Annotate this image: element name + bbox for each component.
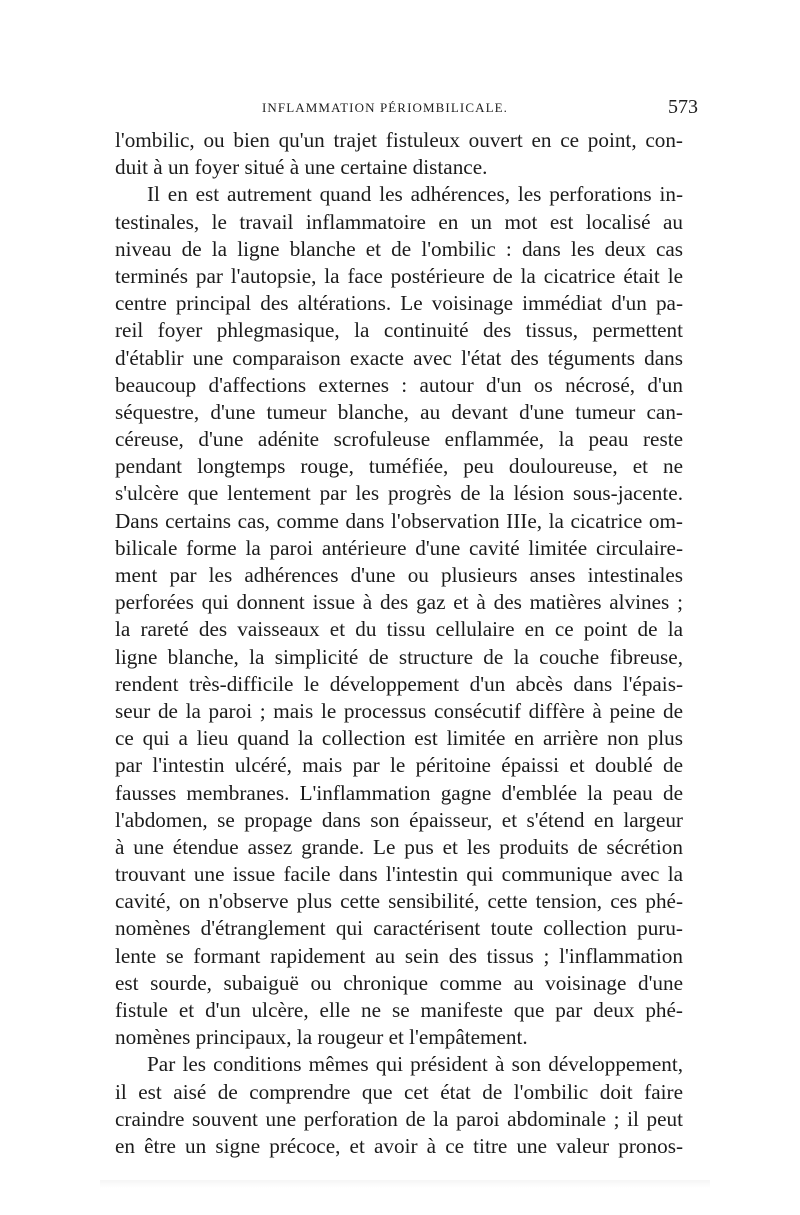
text-line: testinales, le travail inflammatoire en un mot est localisé au xyxy=(115,209,683,234)
text-line: l'abdomen, se propage dans son épaisseur, et s'étend en largeur xyxy=(115,807,683,832)
page-header xyxy=(114,96,698,122)
text-line: fausses membranes. L'inflammation gagne d'emblée la peau de xyxy=(115,780,683,805)
text-line: perforées qui donnent issue à des gaz et à des matières alvines ; xyxy=(115,590,683,615)
text-line: ment par les adhérences d'une ou plusieurs anses intestinales xyxy=(115,563,683,587)
text-line: seur de la paroi ; mais le processus consécutif diffère à peine de xyxy=(115,698,683,723)
text-line: craindre souvent une perforation de la paroi abdominale ; il peut xyxy=(115,1106,683,1131)
text-line: il est aisé de comprendre que cet état de l'ombilic doit faire xyxy=(115,1079,683,1104)
scan-shadow xyxy=(100,1180,710,1188)
text-line: céreuse, d'une adénite scrofuleuse enflammée, la peau reste xyxy=(115,427,683,452)
text-line: par l'intestin ulcéré, mais par le péritoine épaissi et doublé de xyxy=(115,753,683,778)
text-line: s'ulcère que lentement par les progrès de la lésion sous-jacente. xyxy=(115,481,683,506)
text-line: centre principal des altérations. Le voisinage immédiat d'un pa- xyxy=(115,291,683,316)
text-line: ligne blanche, la simplicité de structure de la couche fibreuse, xyxy=(115,644,683,669)
text-line: beaucoup d'affections externes : autour d'un os nécrosé, d'un xyxy=(115,372,683,397)
text-line: reil foyer phlegmasique, la continuité des tissus, permettent xyxy=(115,318,683,343)
text-line: à une étendue assez grande. Le pus et les produits de sécrétion xyxy=(115,834,683,859)
text-line: en être un signe précoce, et avoir à ce titre une valeur pronos- xyxy=(115,1133,683,1158)
text-line: lente se formant rapidement au sein des tissus ; l'inflammation xyxy=(115,943,683,968)
text-line: nomènes principaux, la rougeur et l'empâtement. xyxy=(115,1025,528,1050)
text-line: d'établir une comparaison exacte avec l'état des téguments dans xyxy=(115,345,683,370)
paragraph-start-line: Par les conditions mêmes qui président à son développement, xyxy=(147,1052,683,1077)
text-line: ce qui a lieu quand la collection est limitée en arrière non plus xyxy=(115,726,683,751)
running-head: INFLAMMATION PÉRIOMBILICALE. xyxy=(262,100,509,115)
text-line: cavité, on n'observe plus cette sensibilité, cette tension, ces phé- xyxy=(115,889,683,914)
text-line: bilicale forme la paroi antérieure d'une cavité limitée circulaire- xyxy=(115,535,683,560)
text-line: la rareté des vaisseaux et du tissu cellulaire en ce point de la xyxy=(115,617,683,642)
text-line: séquestre, d'une tumeur blanche, au devant d'une tumeur can- xyxy=(115,399,683,424)
text-line: duit à un foyer situé à une certaine distance. xyxy=(115,155,488,180)
page-number: 573 xyxy=(668,96,698,118)
text-line: trouvant une issue facile dans l'intestin qui communique avec la xyxy=(115,862,683,887)
text-line: terminés par l'autopsie, la face postérieure de la cicatrice était le xyxy=(115,263,683,288)
text-line: rendent très-difficile le développement d'un abcès dans l'épais- xyxy=(115,671,683,696)
text-line: niveau de la ligne blanche et de l'ombilic : dans les deux cas xyxy=(115,236,683,261)
text-line: fistule et d'un ulcère, elle ne se manifeste que par deux phé- xyxy=(115,998,683,1022)
paragraph-start-line: Il en est autrement quand les adhérences, les perforations in- xyxy=(147,182,683,207)
text-line: pendant longtemps rouge, tuméfiée, peu douloureuse, et ne xyxy=(115,454,683,479)
text-line: l'ombilic, ou bien qu'un trajet fistuleux ouvert en ce point, con- xyxy=(115,128,683,152)
text-line: Dans certains cas, comme dans l'observation IIIe, la cicatrice om- xyxy=(115,508,683,533)
text-line: est sourde, subaiguë ou chronique comme au voisinage d'une xyxy=(115,970,683,995)
text-line: nomènes d'étranglement qui caractérisent toute collection puru- xyxy=(115,916,683,941)
body-text xyxy=(115,127,683,1160)
